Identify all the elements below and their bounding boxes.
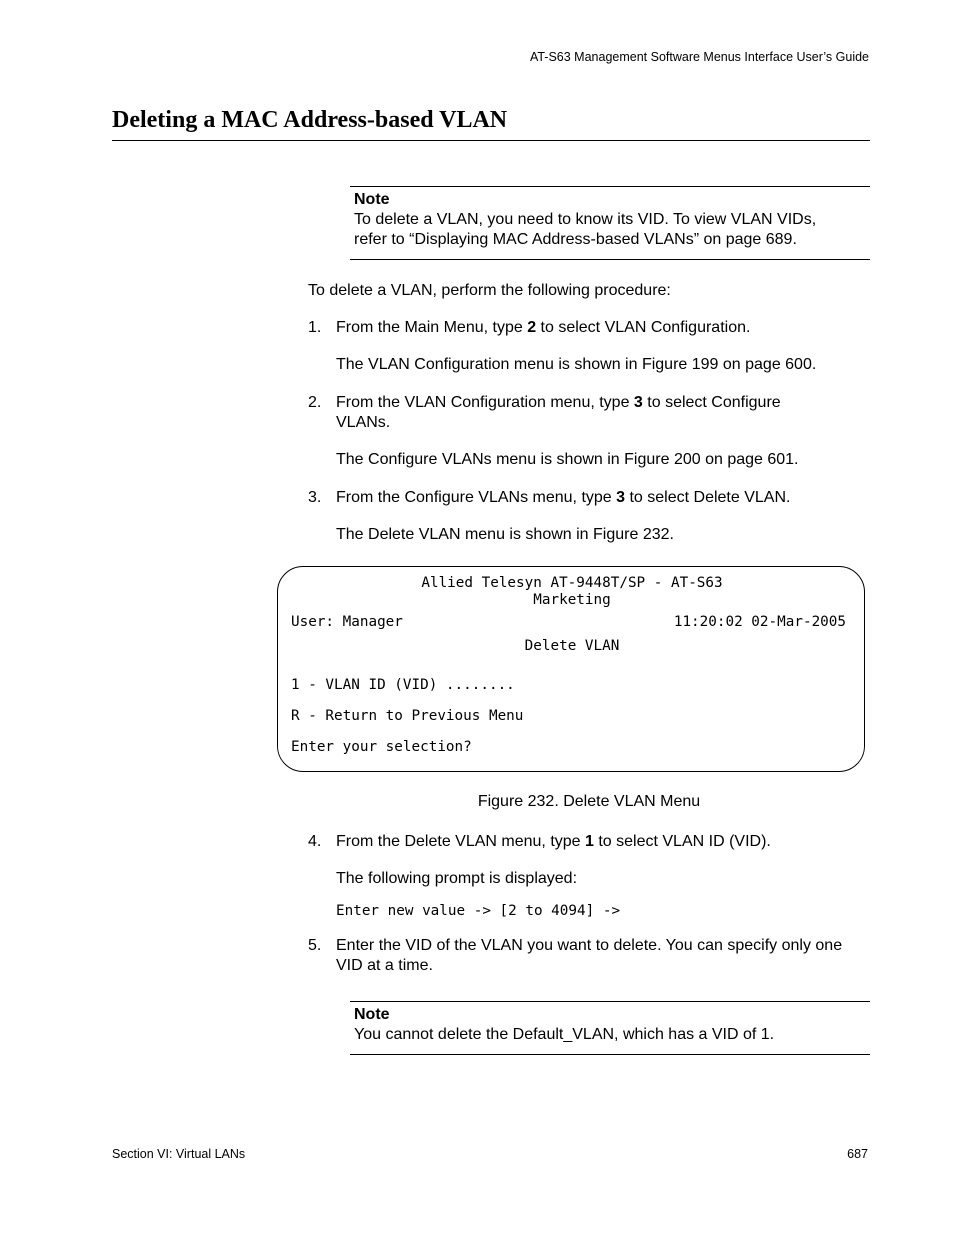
key-label: 3 [633,394,643,411]
step-instruction: From the Main Menu, type 2 to select VLAN Configuration. [336,319,751,336]
figure-caption: Figure 232. Delete VLAN Menu [477,793,701,810]
step-instruction: From the Delete VLAN menu, type 1 to select VLAN ID (VID). [336,833,771,850]
footer-section: Section VI: Virtual LANs [112,1147,246,1161]
step-result: The following prompt is displayed: [336,870,578,887]
step-number: 4. [308,833,322,850]
note-label: Note [354,1006,390,1023]
menu-option-return[interactable]: R - Return to Previous Menu [291,708,524,724]
page-number: 687 [847,1147,868,1161]
value-prompt: Enter new value -> [2 to 4094] -> [336,903,621,919]
step-result: The Configure VLANs menu is shown in Figure 200 on page 601. [336,451,799,468]
screen-user: User: Manager [291,614,403,630]
note-text-line: You cannot delete the Default_VLAN, which has a VID of 1. [354,1026,775,1043]
step-number: 3. [308,489,322,506]
screen-datetime: 11:20:02 02-Mar-2005 [673,614,846,630]
screen-system-name: Allied Telesyn AT-9448T/SP - AT-S63 [421,575,723,591]
step-result: The VLAN Configuration menu is shown in Figure 199 on page 600. [336,356,817,373]
screen-location: Marketing [533,592,611,608]
title-rule [112,140,870,141]
screen-menu-title: Delete VLAN [524,638,620,654]
note-text-line: To delete a VLAN, you need to know its VID. To view VLAN VIDs, [354,211,817,228]
step-number: 2. [308,394,322,411]
intro-text: To delete a VLAN, perform the following procedure: [308,282,671,299]
selection-prompt[interactable]: Enter your selection? [291,739,472,755]
key-label: 3 [616,489,626,506]
step-number: 5. [308,937,322,954]
key-label: 2 [527,319,537,336]
running-header: AT-S63 Management Software Menus Interface User’s Guide [529,50,869,64]
step-result: The Delete VLAN menu is shown in Figure 232. [336,526,674,543]
menu-option-vlan-id[interactable]: 1 - VLAN ID (VID) ........ [291,677,515,693]
delete-vlan-menu-screen [277,566,865,772]
step-instruction: From the VLAN Configuration menu, type 3 to select Configure VLANs. [336,394,781,431]
key-label: 1 [585,833,594,850]
step-instruction: From the Configure VLANs menu, type 3 to select Delete VLAN. [336,489,791,506]
note-text-line: refer to “Displaying MAC Address-based VLANs” on page 689. [354,231,797,248]
note-label: Note [354,191,390,208]
step-instruction: Enter the VID of the VLAN you want to delete. You can specify only one VID at a time. [336,937,843,974]
section-title: Deleting a MAC Address-based VLAN [112,107,508,133]
note-box-default-vlan [350,1001,870,1055]
note-box-vid [350,186,870,260]
step-number: 1. [308,319,322,336]
